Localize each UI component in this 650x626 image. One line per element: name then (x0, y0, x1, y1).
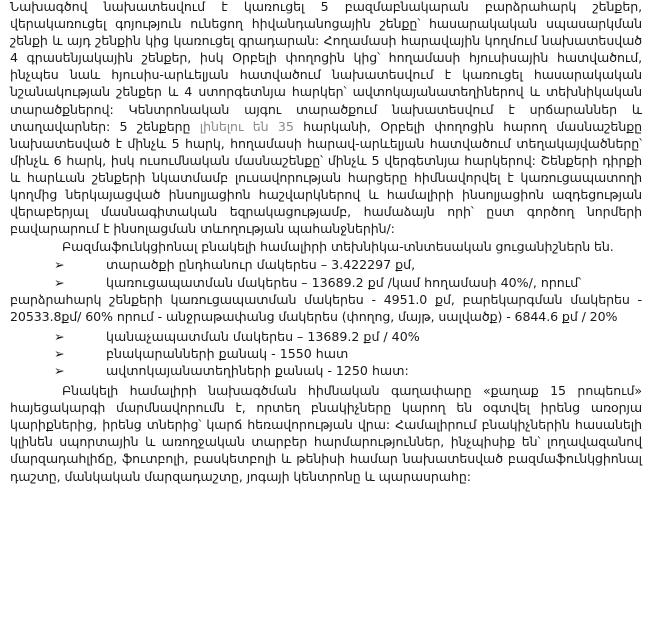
list-item (10, 362, 642, 379)
faded-text: լինելու են 35 (190, 118, 294, 134)
list-item (10, 345, 642, 362)
paragraph-indicators-intro: Բազմաֆունկցիոնալ բնակելի համալիրի տեխնիկա-տնտեսական ցուցանիշներն են. (62, 239, 614, 255)
list-item (10, 274, 642, 291)
indicator-text: տարածքի ընդհանուր մակերես – 3.422297 քմ, (106, 257, 416, 273)
arrow-bullet-icon: ➢ (54, 274, 65, 290)
indicator-text: կառուցապատման մակերես – 13689.2 քմ /կամ հողամասի 40%/, որում՝ (106, 274, 582, 290)
paragraph-design-concept: Բնակելի համալիրի նախագծման հիմնական գաղափարը «քաղաք 15 րոպեում» հայեցակարգի մարմնավորումն է, որտեղ բնակիչները կարող են օգտվել իրենց առօրյա կարիքներից, իրենց տներից՝ կարճ հեռավորության վրա: Համալիրում բնակիչներին հասանելի կլինեն սպորտային և առողջական տարբեր հարմարություններ, ինչպիսիք են՝ լողավազանով մարզադահլիճը, ֆուտբոլի, բասկետբոլի և թենիսի համար նախատեսված բազմաֆունկցիոնալ դաշտը, մանկական մարզադաշտը, յոգայի կենտրոնը և պարասրահը: (10, 383, 642, 484)
list-item (10, 328, 642, 345)
arrow-bullet-icon: ➢ (54, 257, 65, 273)
indicator-text: բնակարանների քանակ - 1550 հատ (106, 345, 349, 361)
arrow-bullet-icon: ➢ (54, 345, 65, 361)
indicator-continuation: բարձրահարկ շենքերի կառուցապատման մակերես - 4951.0 քմ, բարեկարգման մակերես - 20533.8քմ/ 60% որում - անջրաթափանց մակերես (փողոց, մայթ, սալվածք) - 6844.6 քմ / 20% (10, 291, 642, 324)
indicator-list-continued (10, 328, 642, 379)
arrow-bullet-icon: ➢ (54, 328, 65, 344)
indicator-text: կանաչապատման մակերես – 13689.2 քմ / 40% (106, 328, 420, 344)
arrow-bullet-icon: ➢ (54, 362, 65, 378)
indicator-list (10, 256, 642, 290)
paragraph-text-continued: հարկանի, Օրբելի փողոցին հարող մասնաշենքը նախատեսված է մինչև 5 հարկ, հողամասի հարավ-արևելյան հատվածում տեղակայվածները՝ մինչև 6 հարկ, իսկ ուսումնական մասնաշենքը՝ մինչև 5 վերգետնյա հարկերով: Շենքերի դիրքի և հարևան շենքերի նկատմամբ լուսավորության հարցերը հիմնավորվել է կառուցապատողի կողմից ներկայացված ինսոլյացիոն հաշվարկներով և համալիրի ինսոլյացիոն ազդեցության վերաբերյալ մասնագիտական եզրակացությամբ, համաձայն որի՝ ըստ գործող նորմերի բավարարում է ինսոլացման տևողության պահանջներին/: (10, 118, 642, 237)
list-item (10, 256, 642, 273)
paragraph-project-description (10, 0, 642, 237)
indicator-text: ավտոկայանատեղիների քանակ - 1250 հատ: (106, 362, 409, 378)
paragraph-text: Նախագծով նախատեսվում է կառուցել 5 բազմաբնակարան բարձրահարկ շենքեր, վերակառուցել գոյություն ունեցող հիվանդանոցային շենքը՝ հասարակական սպասարկման շենքի և այդ շենքին կից կառուցել գրադարան: Հողամասի հարավային կողմում նախատեսված 4 գրասենյակային շենքեր, իսկ Օրբելի փողոցին կից՝ հողամասի հյուսիսային հատվածում, ինչպես նաև հյուսիս-արևելյան հատվածում նախատեսվում է կառուցել հասարակական նշանակության շենքեր և 4 ստորգետնյա հարկեր՝ ավտոկայանատեղիներով և տեխնիկական տարածքներով: Կենտրոնական այգու տարածքում նախատեսվում է սրճարաններ և տաղավարներ: 5 շենքերը (10, 0, 642, 134)
